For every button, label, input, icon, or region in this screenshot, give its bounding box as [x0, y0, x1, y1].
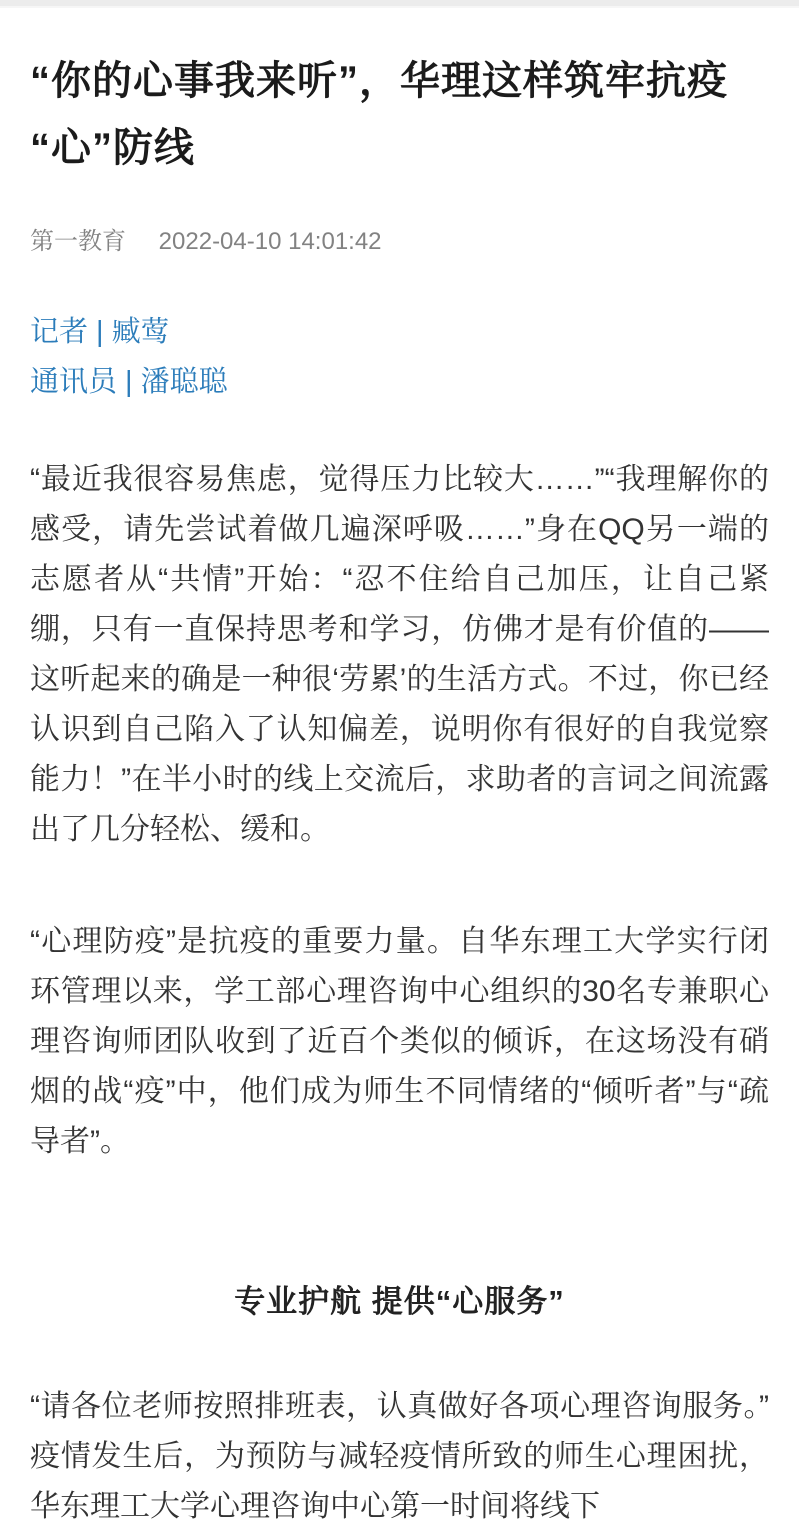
- article-meta: [30, 227, 769, 257]
- article-paragraph-3: “请各位老师按照排班表，认真做好各项心理咨询服务。”疫情发生后，为预防与减轻疫情所致的师生心理困扰，华东理工大学心理咨询中心第一时间将线下: [30, 1390, 769, 1523]
- publish-timestamp: 2022-04-10 14:01:42: [158, 228, 382, 255]
- reporter-credit[interactable]: 记者 | 臧莺: [30, 316, 170, 348]
- article-paragraph-1: “最近我很容易焦虑，觉得压力比较大……”“我理解你的感受，请先尝试着做几遍深呼吸……”身在QQ另一端的志愿者从“共情”开始：“忍不住给自己加压，让自己紧绷，只有一直保持思考和学习，仿佛才是有价值的——这听起来的确是一种很‘劳累’的生活方式。不过，你已经认识到自己陷入了认知偏差，说明你有很好的自我觉察能力！”在半小时的线上交流后，求助者的言词之间流露出了几分轻松、缓和。: [30, 463, 769, 846]
- section-heading: 专业护航 提供“心服务”: [234, 1284, 565, 1319]
- source-name: 第一教育: [30, 228, 126, 255]
- byline-block: [30, 307, 769, 407]
- article-paragraph-2: “心理防疫”是抗疫的重要力量。自华东理工大学实行闭环管理以来，学工部心理咨询中心组织的30名专兼职心理咨询师团队收到了近百个类似的倾诉，在这场没有硝烟的战“疫”中，他们成为师生不同情绪的“倾听者”与“疏导者”。: [30, 925, 769, 1158]
- article-title: “你的心事我来听”，华理这样筑牢抗疫“心”防线: [30, 59, 728, 170]
- correspondent-credit[interactable]: 通讯员 | 潘聪聪: [30, 366, 228, 398]
- top-strip: [0, 0, 799, 8]
